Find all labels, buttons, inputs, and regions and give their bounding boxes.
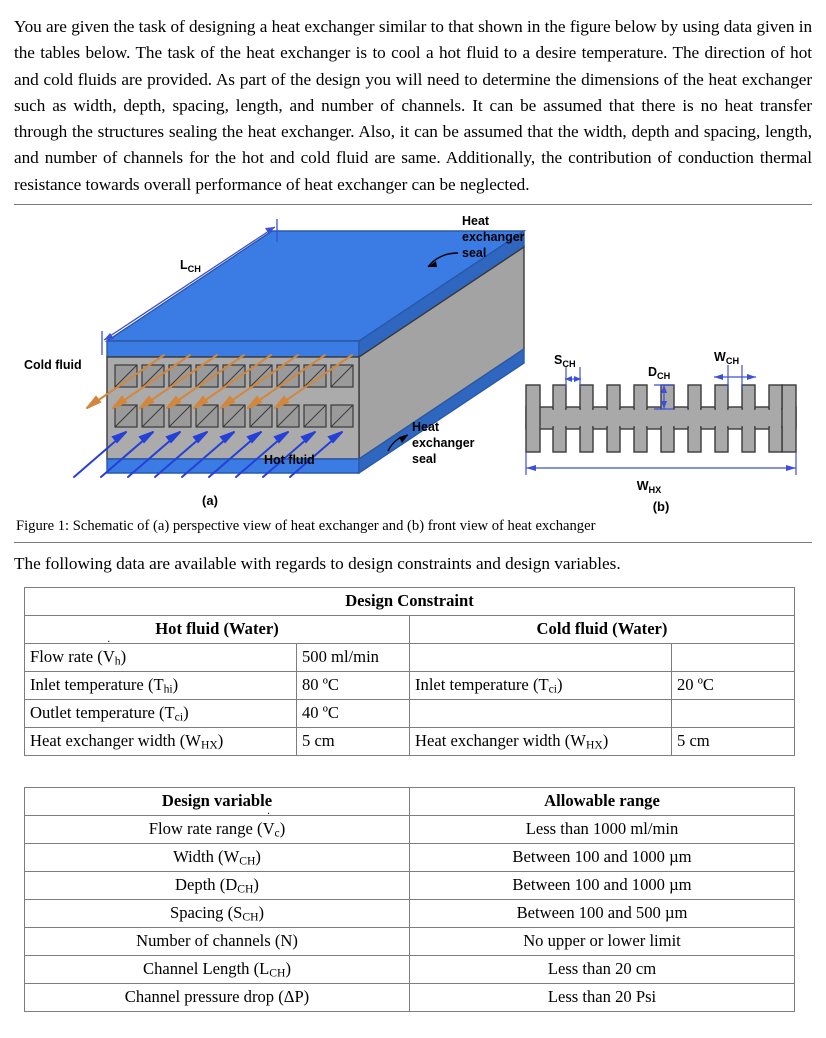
hot-outlet-temp-value: 40 ºC xyxy=(297,700,410,728)
design-variable-cell xyxy=(25,844,410,872)
variable-subscript: CH xyxy=(269,966,286,980)
design-variable-cell xyxy=(25,984,410,1012)
variable-label-text: Flow rate range ( xyxy=(148,819,263,839)
design-variable-header: Design variable xyxy=(25,788,410,816)
table-row xyxy=(25,672,795,700)
divider-above-figure xyxy=(14,204,812,205)
cold-row1-value xyxy=(672,644,795,672)
design-constraint-title: Design Constraint xyxy=(25,588,795,616)
seal-bottom-line3: seal xyxy=(412,452,437,467)
cold-inlet-temp-label: Inlet temperature $(T_{ci})$ xyxy=(410,672,672,700)
table-row xyxy=(25,900,795,928)
design-variable-table xyxy=(24,787,795,1012)
v-symbol: V xyxy=(102,647,115,667)
figure-1 xyxy=(14,209,812,514)
figure-1-svg xyxy=(14,209,812,514)
variable-label-text: Depth (D xyxy=(175,875,238,895)
panel-a-label: (a) xyxy=(202,493,218,509)
wch-label: $W_{CH}$ xyxy=(714,350,740,367)
hot-inlet-temp-value: 80 ºC xyxy=(297,672,410,700)
table-row xyxy=(25,844,795,872)
design-variable-cell xyxy=(25,956,410,984)
variable-label-close: ) xyxy=(253,875,259,895)
dimension-sch xyxy=(565,367,581,387)
design-variable-cell xyxy=(25,900,410,928)
hot-flow-rate-label-pre: Flow rate ( xyxy=(30,647,103,667)
intro-paragraph: You are given the task of designing a heat exchanger similar to that shown in the figure below by using data given in the tables below. The task of the heat exchanger is to cool a hot fluid to a desire temperature. The direction of hot and cold fluids are provided. As part of the design you will need to determine the dimensions of the heat exchanger such as width, depth, spacing, length, and number of channels. It can be assumed that there is no heat transfer through the structures sealing the heat exchanger. Also, it can be assumed that the width, depth and spacing, length, and number of channels for the hot and cold fluid are same. Additionally, the contribution of conduction thermal resistance towards overall performance of heat exchanger can be neglected. xyxy=(14,17,812,194)
seal-top-line2: exchanger xyxy=(462,230,525,245)
variable-label-close: ) xyxy=(285,959,291,979)
hot-hx-width-label: Heat exchanger width $(W_{HX})$ xyxy=(25,728,297,756)
v-dot-symbol xyxy=(263,819,275,839)
design-variable-cell xyxy=(25,928,410,956)
table-row xyxy=(25,728,795,756)
variable-label-text: Width (W xyxy=(173,847,240,867)
table-row-title xyxy=(25,588,795,616)
hot-flow-rate-label xyxy=(25,644,297,672)
seal-top-line3: seal xyxy=(462,246,487,261)
cold-fluid-label: Cold fluid xyxy=(24,358,82,373)
seal-bottom-line1: Heat xyxy=(412,420,440,435)
variable-label-close: ) xyxy=(279,819,286,839)
hot-flow-rate-label-post: ) xyxy=(120,647,127,667)
seal-bottom-line2: exchanger xyxy=(412,436,475,451)
variable-label-close: ) xyxy=(255,847,261,867)
dimension-whx xyxy=(526,452,796,475)
variable-subscript: CH xyxy=(239,854,256,868)
v-subscript: h xyxy=(114,654,121,668)
comb-structure xyxy=(526,385,796,452)
table-row-group-headers xyxy=(25,616,795,644)
allowable-range-cell: No upper or lower limit xyxy=(410,928,795,956)
table-row-header xyxy=(25,788,795,816)
hot-inlet-temp-label: Inlet temperature $(T_{hi})$ xyxy=(25,672,297,700)
table-row xyxy=(25,928,795,956)
following-data-text: The following data are available with regards to design constraints and design variables. xyxy=(14,554,621,574)
variable-symbol-letter: V xyxy=(262,819,275,839)
cold-hx-width-value: 5 cm xyxy=(672,728,795,756)
hot-outlet-temp-label: Outlet temperature $(T_{ci})$ xyxy=(25,700,297,728)
cold-row3-label xyxy=(410,700,672,728)
figure-caption: Figure 1: Schematic of (a) perspective view of heat exchanger and (b) front view of heat exchanger xyxy=(16,518,596,535)
allowable-range-cell: Between 100 and 1000 µm xyxy=(410,844,795,872)
sch-label: $S_{CH}$ xyxy=(554,353,576,370)
cold-hx-width-label: Heat exchanger width $(W_{HX})$ xyxy=(410,728,672,756)
table-row xyxy=(25,872,795,900)
hot-fluid-group-header: Hot fluid (Water) xyxy=(25,616,410,644)
v-dot-symbol xyxy=(103,647,115,667)
variable-label-text: Channel Length (L xyxy=(143,959,270,979)
variable-label-text: Channel pressure drop (ΔP) xyxy=(124,987,310,1007)
allowable-range-header: Allowable range xyxy=(410,788,795,816)
panel-b-label: (b) xyxy=(652,499,670,515)
design-variable-cell xyxy=(25,816,410,844)
allowable-range-cell: Less than 20 cm xyxy=(410,956,795,984)
variable-label-text: Number of channels (N) xyxy=(136,931,298,951)
whx-label: $W_{HX}$ xyxy=(636,479,662,496)
cold-row3-value xyxy=(672,700,795,728)
table-row xyxy=(25,956,795,984)
cold-row1-label xyxy=(410,644,672,672)
variable-subscript: c xyxy=(274,826,280,840)
allowable-range-cell: Between 100 and 500 µm xyxy=(410,900,795,928)
table-row xyxy=(25,984,795,1012)
seal-top-line1: Heat xyxy=(462,214,490,229)
lch-label: $L_{CH}$ xyxy=(180,258,201,275)
variable-label-close: ) xyxy=(258,903,265,923)
variable-label-text: Spacing (S xyxy=(169,903,243,923)
dch-label: $D_{CH}$ xyxy=(648,365,671,382)
allowable-range-cell: Less than 1000 ml/min xyxy=(410,816,795,844)
allowable-range-cell: Less than 20 Psi xyxy=(410,984,795,1012)
design-constraint-table xyxy=(24,587,795,756)
panel-b-front-view xyxy=(526,350,796,514)
design-variable-cell xyxy=(25,872,410,900)
table-row xyxy=(25,816,795,844)
table-row xyxy=(25,644,795,672)
hot-hx-width-value: 5 cm xyxy=(297,728,410,756)
cold-inlet-temp-value: 20 ºC xyxy=(672,672,795,700)
panel-a-perspective xyxy=(24,214,525,508)
hot-flow-rate-value: 500 ml/min xyxy=(297,644,410,672)
document-page xyxy=(0,14,826,1038)
variable-subscript: CH xyxy=(242,910,259,924)
cold-fluid-group-header: Cold fluid (Water) xyxy=(410,616,795,644)
table-row xyxy=(25,700,795,728)
hot-fluid-label: Hot fluid xyxy=(264,453,315,468)
variable-subscript: CH xyxy=(237,882,254,896)
allowable-range-cell: Between 100 and 1000 µm xyxy=(410,872,795,900)
divider-below-caption xyxy=(14,542,812,543)
